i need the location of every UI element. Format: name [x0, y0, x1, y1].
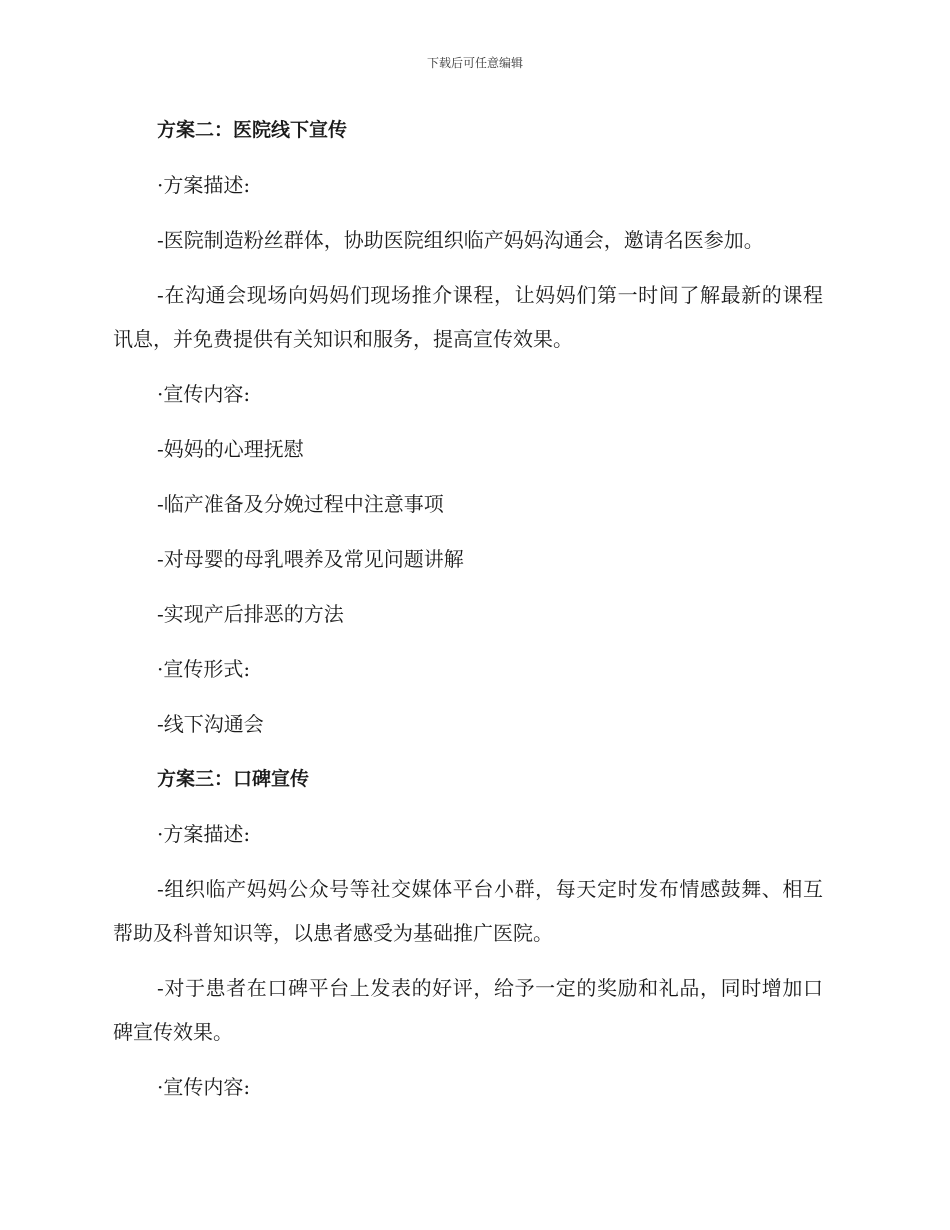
paragraph: -对于患者在口碑平台上发表的好评，给予一定的奖励和礼品，同时增加口碑宣传效果。 — [113, 976, 823, 1044]
list-item: -实现产后排恶的方法 — [157, 602, 344, 626]
page-header: 下载后可任意编辑 — [426, 56, 523, 70]
list-item: ·宣传形式: — [157, 657, 251, 681]
list-item: -临产准备及分娩过程中注意事项 — [157, 492, 444, 516]
list-item: ·宣传内容: — [157, 1075, 251, 1099]
paragraph: -组织临产妈妈公众号等社交媒体平台小群，每天定时发布情感鼓舞、相互帮助及科普知识等，以患者感受为基础推广医院。 — [113, 877, 823, 945]
list-item: -对母婴的母乳喂养及常见问题讲解 — [157, 547, 464, 571]
list-item: -线下沟通会 — [157, 712, 264, 736]
paragraph: -在沟通会现场向妈妈们现场推介课程，让妈妈们第一时间了解最新的课程讯息，并免费提供有关知识和服务，提高宣传效果。 — [113, 283, 823, 351]
list-item: -医院制造粉丝群体，协助医院组织临产妈妈沟通会，邀请名医参加。 — [157, 228, 764, 252]
list-item: ·宣传内容: — [157, 382, 251, 406]
list-item: ·方案描述: — [157, 822, 251, 846]
section-heading: 方案二：医院线下宣传 — [157, 119, 348, 141]
list-item: ·方案描述: — [157, 173, 251, 197]
document-body — [113, 108, 823, 1120]
section-heading: 方案三：口碑宣传 — [157, 768, 310, 790]
list-item: -妈妈的心理抚慰 — [157, 437, 304, 461]
